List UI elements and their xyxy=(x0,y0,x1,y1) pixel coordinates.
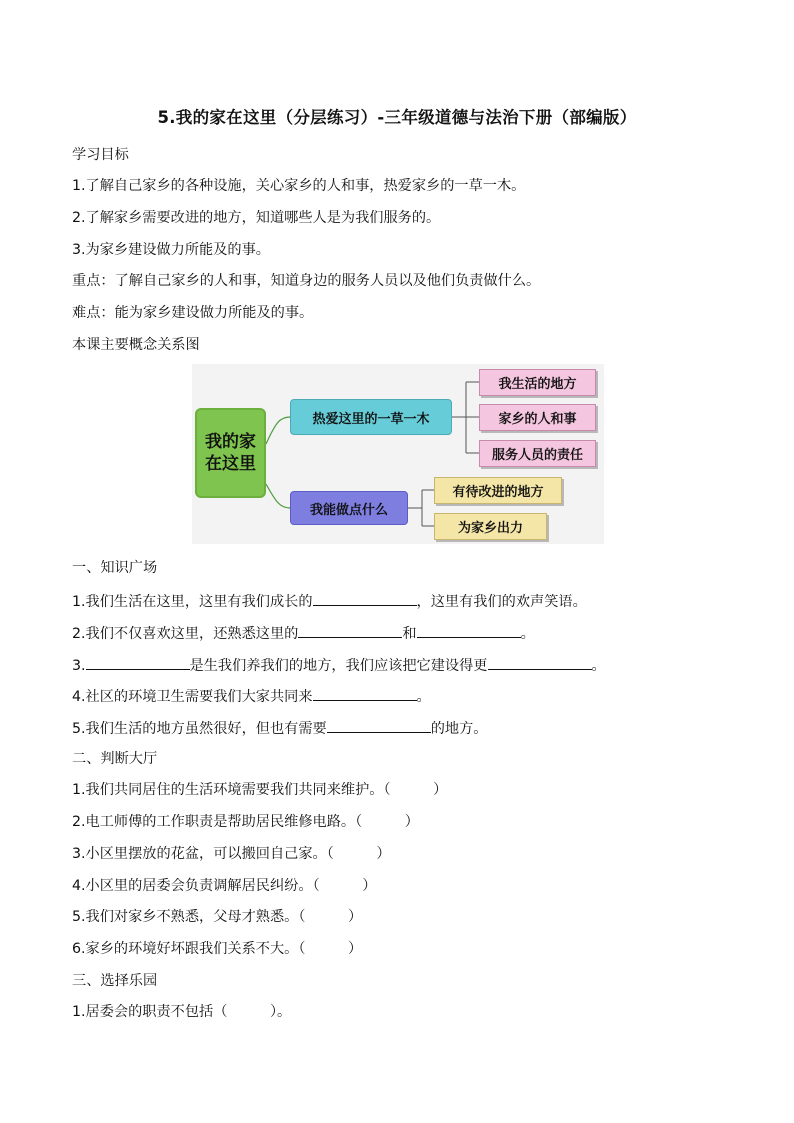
fill-question-1-text-b: ，这里有我们的欢声笑语。 xyxy=(416,594,587,610)
concept-branch-love: 热爱这里的一草一木 xyxy=(290,399,452,435)
key-point: 重点：了解自己家乡的人和事，知道身边的服务人员以及他们负责做什么。 xyxy=(72,273,541,289)
connector-do-bracket xyxy=(408,490,434,526)
concept-leaf-people-events: 家乡的人和事 xyxy=(479,404,596,431)
answer-blank[interactable] xyxy=(417,622,521,638)
fill-question-1-text-a: 1.我们生活在这里，这里有我们成长的 xyxy=(72,594,313,610)
fill-question-2-text-b: 和 xyxy=(402,626,417,642)
concept-leaf-contribute: 为家乡出力 xyxy=(434,513,547,540)
connector-root-do xyxy=(266,484,290,508)
fill-question-3-text-b: 是生我们养我们的地方，我们应该把它建设得更 xyxy=(189,658,488,674)
fill-question-2 xyxy=(72,622,535,644)
answer-blank[interactable] xyxy=(313,590,417,606)
concept-leaf-living-place: 我生活的地方 xyxy=(479,369,596,396)
section3-heading: 三、选择乐园 xyxy=(72,973,158,989)
judge-question-6: 6.家乡的环境好坏跟我们关系不大。（ ） xyxy=(72,941,363,957)
fill-question-1 xyxy=(72,590,587,612)
concept-branch-do: 我能做点什么 xyxy=(290,491,408,525)
fill-question-3-text-c: 。 xyxy=(591,658,606,674)
fill-question-4-text-b: 。 xyxy=(416,689,431,705)
concept-leaf-improve: 有待改进的地方 xyxy=(434,477,562,504)
answer-blank[interactable] xyxy=(327,717,431,733)
answer-blank[interactable] xyxy=(488,654,592,670)
answer-blank[interactable] xyxy=(313,685,417,701)
fill-question-2-text-c: 。 xyxy=(520,626,535,642)
judge-question-5: 5.我们对家乡不熟悉，父母才熟悉。（ ） xyxy=(72,909,363,925)
concept-root-node: 我的家在这里 xyxy=(195,408,266,498)
fill-question-4 xyxy=(72,685,431,707)
fill-question-5-text-b: 的地方。 xyxy=(430,721,488,737)
fill-question-3-text-a: 3. xyxy=(72,658,86,674)
judge-question-2: 2.电工师傅的工作职责是帮助居民维修电路。（ ） xyxy=(72,814,419,830)
concept-map-heading: 本课主要概念关系图 xyxy=(72,337,200,353)
answer-blank[interactable] xyxy=(86,654,190,670)
objective-item-1: 1.了解自己家乡的各种设施，关心家乡的人和事，热爱家乡的一草一木。 xyxy=(72,178,526,194)
difficulty: 难点：能为家乡建设做力所能及的事。 xyxy=(72,305,314,321)
section2-heading: 二、判断大厅 xyxy=(72,751,158,767)
objective-item-3: 3.为家乡建设做力所能及的事。 xyxy=(72,242,270,258)
page-title: 5.我的家在这里（分层练习）-三年级道德与法治下册（部编版） xyxy=(157,108,637,127)
objectives-heading: 学习目标 xyxy=(72,147,129,163)
fill-question-2-text-a: 2.我们不仅喜欢这里，还熟悉这里的 xyxy=(72,626,299,642)
objective-item-2: 2.了解家乡需要改进的地方，知道哪些人是为我们服务的。 xyxy=(72,210,441,226)
concept-map xyxy=(192,364,604,544)
fill-question-3 xyxy=(72,654,606,676)
answer-blank[interactable] xyxy=(298,622,402,638)
judge-question-3: 3.小区里摆放的花盆，可以搬回自己家。（ ） xyxy=(72,846,391,862)
fill-question-5-text-a: 5.我们生活的地方虽然很好，但也有需要 xyxy=(72,721,327,737)
concept-leaf-service-duty: 服务人员的责任 xyxy=(479,440,596,467)
fill-question-5 xyxy=(72,717,488,739)
connector-love-bracket xyxy=(452,382,479,453)
fill-question-4-text-a: 4.社区的环境卫生需要我们大家共同来 xyxy=(72,689,313,705)
judge-question-1: 1.我们共同居住的生活环境需要我们共同来维护。（ ） xyxy=(72,782,448,798)
choice-question-1: 1.居委会的职责不包括（ ）。 xyxy=(72,1004,292,1020)
section1-heading: 一、知识广场 xyxy=(72,560,158,576)
judge-question-4: 4.小区里的居委会负责调解居民纠纷。（ ） xyxy=(72,878,377,894)
connector-root-love xyxy=(266,417,290,444)
